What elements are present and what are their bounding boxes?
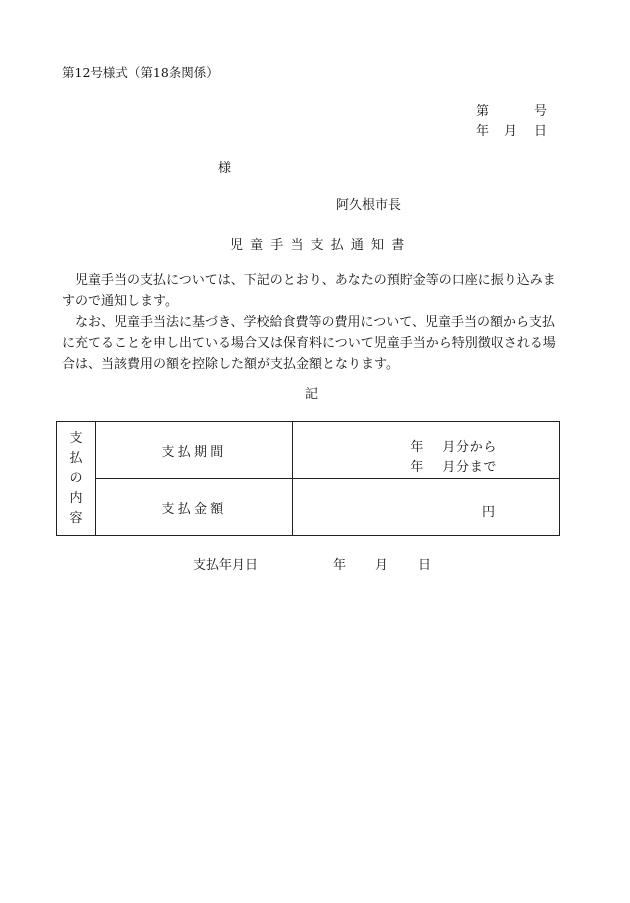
amount-unit-yen: 円 — [481, 505, 495, 520]
side-label-char: の — [69, 470, 83, 486]
document-title: 児童手当支払通知書 — [230, 238, 412, 253]
issue-date-day: 日 — [534, 124, 548, 139]
payment-period-value — [293, 422, 560, 479]
payment-amount-label: 支払金額 — [96, 479, 293, 536]
payment-date-year: 年 — [333, 558, 347, 573]
document-number-prefix: 第 — [476, 104, 490, 119]
period-to: 年 月分まで — [410, 460, 497, 475]
side-label-char: 支 — [69, 430, 83, 446]
payment-date-label: 支払年月日 — [193, 558, 259, 573]
period-from: 年 月分から — [410, 440, 497, 455]
payment-period-label: 支払期間 — [96, 422, 293, 479]
body-text — [62, 270, 562, 375]
addressee-honorific: 様 — [218, 161, 232, 176]
side-label-char: 内 — [69, 490, 83, 506]
ki-heading: 記 — [305, 387, 319, 402]
document-number-suffix: 号 — [534, 104, 548, 119]
body-paragraph-1: 児童手当の支払については、下記のとおり、あなたの預貯金等の口座に振り込みますので通知します。 — [62, 273, 556, 309]
payment-amount-value — [293, 479, 560, 536]
body-paragraph-2: なお、児童手当法に基づき、学校給食費等の費用について、児童手当の額から支払に充てることを申し出ている場合又は保育料について児童手当から特別徴収される場合は、当該費用の額を控除した額が支払金額となります。 — [62, 315, 556, 372]
payment-content-side-label — [57, 422, 96, 536]
side-label-char: 払 — [69, 450, 83, 466]
payment-date-month: 月 — [375, 558, 389, 573]
issue-date-year: 年 — [476, 124, 490, 139]
issuer-name: 阿久根市長 — [336, 198, 402, 213]
form-number-label: 第12号様式（第18条関係） — [62, 65, 219, 80]
payment-date-day: 日 — [418, 558, 432, 573]
payment-details-table — [56, 421, 560, 536]
issue-date-month: 月 — [504, 124, 518, 139]
side-label-char: 容 — [69, 510, 83, 526]
